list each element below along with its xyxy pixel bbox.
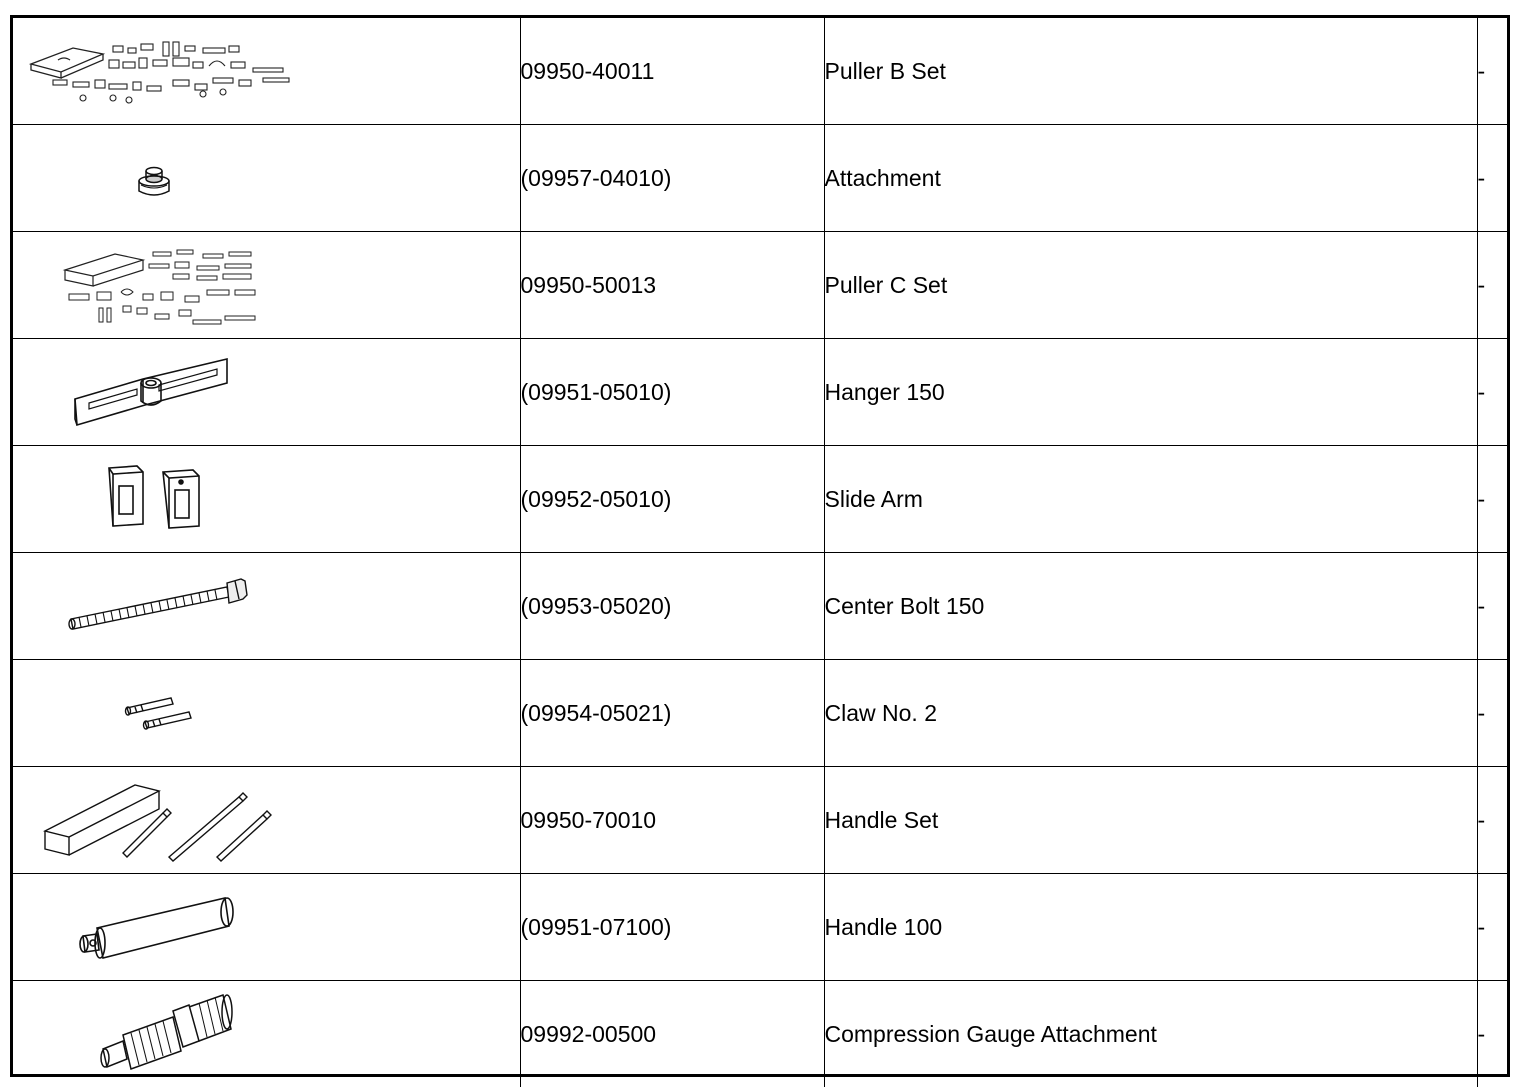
tool-note: - xyxy=(1477,981,1507,1087)
special-tools-table-frame xyxy=(10,15,1510,1077)
table-row xyxy=(13,125,1507,232)
tool-name: Center Bolt 150 xyxy=(824,553,1477,660)
table-row xyxy=(13,446,1507,553)
claw-illustration xyxy=(13,660,520,766)
tool-name: Attachment xyxy=(824,125,1477,232)
tool-name: Slide Arm xyxy=(824,446,1477,553)
part-number: 09992-00500 xyxy=(520,981,824,1087)
table-row xyxy=(13,981,1507,1087)
handle-set-illustration xyxy=(13,767,520,873)
part-number: (09951-05010) xyxy=(520,339,824,446)
tool-note: - xyxy=(1477,660,1507,767)
table-row xyxy=(13,553,1507,660)
illustration-cell xyxy=(13,553,520,660)
puller-b-set-illustration xyxy=(13,18,520,124)
part-number: 09950-50013 xyxy=(520,232,824,339)
tool-note: - xyxy=(1477,553,1507,660)
tool-name: Compression Gauge Attachment xyxy=(824,981,1477,1087)
table-row xyxy=(13,660,1507,767)
tool-note: - xyxy=(1477,767,1507,874)
illustration-cell xyxy=(13,18,520,125)
handle-illustration xyxy=(13,874,520,980)
tool-note: - xyxy=(1477,874,1507,981)
part-number: (09952-05010) xyxy=(520,446,824,553)
part-number: 09950-40011 xyxy=(520,18,824,125)
special-tools-table xyxy=(13,18,1507,1087)
part-number: (09957-04010) xyxy=(520,125,824,232)
illustration-cell xyxy=(13,981,520,1087)
table-row xyxy=(13,18,1507,125)
part-number: (09951-07100) xyxy=(520,874,824,981)
center-bolt-illustration xyxy=(13,553,520,659)
illustration-cell xyxy=(13,232,520,339)
table-row xyxy=(13,767,1507,874)
table-row xyxy=(13,874,1507,981)
table-row xyxy=(13,339,1507,446)
tool-name: Handle 100 xyxy=(824,874,1477,981)
illustration-cell xyxy=(13,125,520,232)
part-number: (09954-05021) xyxy=(520,660,824,767)
puller-c-set-illustration xyxy=(13,232,520,338)
illustration-cell xyxy=(13,874,520,981)
illustration-cell xyxy=(13,660,520,767)
tool-note: - xyxy=(1477,339,1507,446)
part-number: 09950-70010 xyxy=(520,767,824,874)
tool-name: Hanger 150 xyxy=(824,339,1477,446)
tool-note: - xyxy=(1477,446,1507,553)
part-number: (09953-05020) xyxy=(520,553,824,660)
tool-name: Handle Set xyxy=(824,767,1477,874)
attachment-illustration xyxy=(13,125,520,231)
illustration-cell xyxy=(13,446,520,553)
table-row xyxy=(13,232,1507,339)
tool-name: Puller B Set xyxy=(824,18,1477,125)
illustration-cell xyxy=(13,767,520,874)
tool-note: - xyxy=(1477,125,1507,232)
tool-name: Puller C Set xyxy=(824,232,1477,339)
slide-arm-illustration xyxy=(13,446,520,552)
tool-name: Claw No. 2 xyxy=(824,660,1477,767)
compression-gauge-attachment-illustration xyxy=(13,981,520,1087)
tool-note: - xyxy=(1477,18,1507,125)
hanger-illustration xyxy=(13,339,520,445)
illustration-cell xyxy=(13,339,520,446)
tool-note: - xyxy=(1477,232,1507,339)
